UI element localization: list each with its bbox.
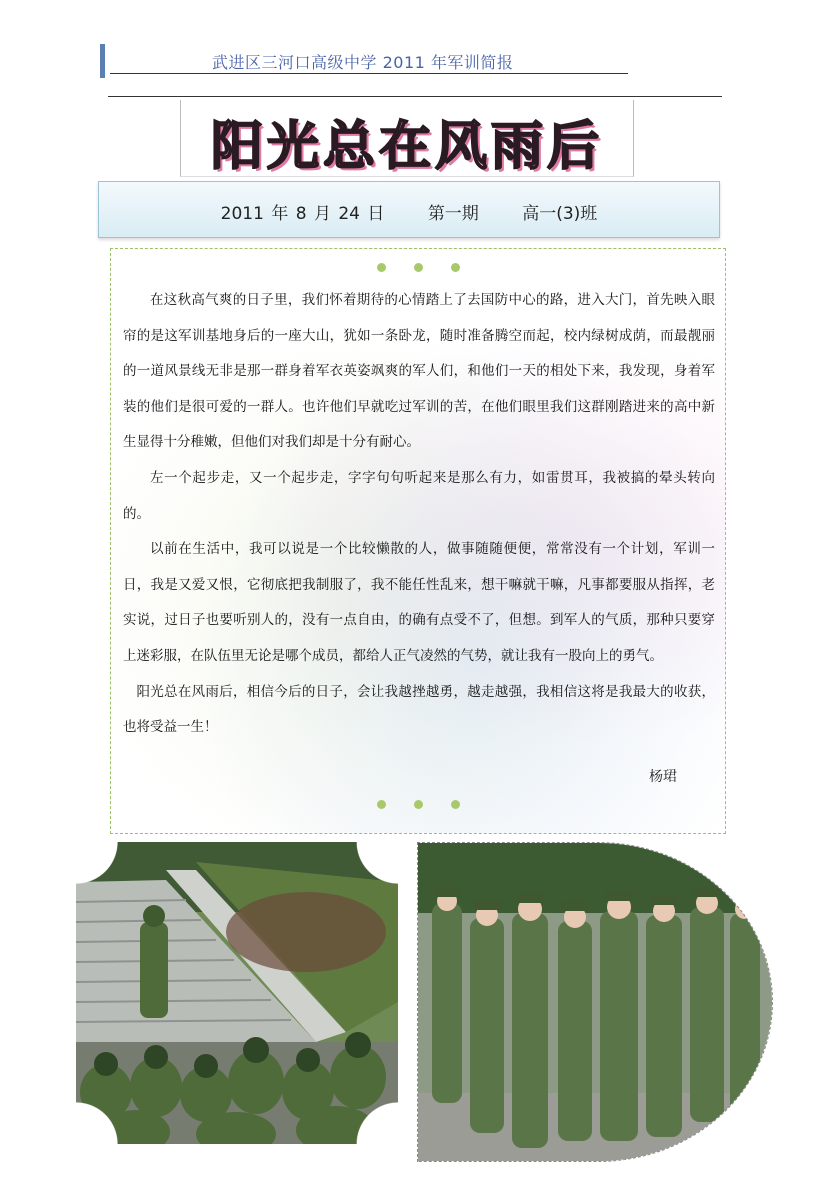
issue-number: 第一期 — [427, 204, 479, 224]
photo-stairs — [76, 842, 398, 1144]
photo-formation — [417, 842, 773, 1162]
header-rule-bottom — [108, 96, 722, 97]
dots-top-ornament — [111, 263, 725, 272]
banner — [180, 100, 634, 177]
issue-class: 高一(3)班 — [522, 204, 598, 224]
issue-panel — [98, 181, 720, 238]
header-title: 武进区三河口高级中学 2011 年军训简报 — [212, 53, 514, 72]
photo-formation-image — [418, 843, 772, 1161]
article-box — [110, 248, 726, 834]
article-paragraph-3: 以前在生活中，我可以说是一个比较懒散的人，做事随随便便，常常没有一个计划，军训一日，我是又爱又恨，它彻底把我制服了，我不能任性乱来，想干嘛就干嘛，凡事都要服从指挥，老实说，过日子也要听别人的，没有一点自由，的确有点受不了，但想。到军人的气质，那种只要穿上迷彩服，在队伍里无论是哪个成员，都给人正气凌然的气势，就让我有一股向上的勇气。 — [123, 541, 715, 664]
article-author: 杨珺 — [649, 769, 677, 785]
dots-bottom-ornament — [111, 800, 725, 809]
issue-date: 2011 年 8 月 24 日 — [220, 204, 385, 224]
photo-stairs-image — [76, 842, 398, 1144]
article-paragraph-1: 在这秋高气爽的日子里，我们怀着期待的心情踏上了去国防中心的路，进入大门，首先映入眼帘的是这军训基地身后的一座大山，犹如一条卧龙，随时准备腾空而起，校内绿树成荫，而最靓丽的一道风景线无非是那一群身着军衣英姿飒爽的军人们，和他们一天的相处下来，我发现，身着军装的他们是很可爱的一群人。也许他们早就吃过军训的苦，在他们眼里我们这群刚踏进来的高中新生显得十分稚嫩，但他们对我们却是十分有耐心。 — [123, 292, 715, 451]
issue-info — [99, 199, 719, 224]
article-paragraph-2: 左一个起步走，又一个起步走，字字句句听起来是那么有力，如雷贯耳，我被搞的晕头转向的。 — [123, 469, 715, 522]
header-accent-bar — [100, 44, 105, 78]
header-rule-top — [110, 73, 628, 74]
banner-title: 阳光总在风雨后 — [210, 117, 603, 177]
article-paragraph-4: 阳光总在风雨后，相信今后的日子，会让我越挫越勇，越走越强，我相信这将是我最大的收获，也将受益一生！ — [123, 683, 715, 736]
article-body — [123, 283, 715, 746]
